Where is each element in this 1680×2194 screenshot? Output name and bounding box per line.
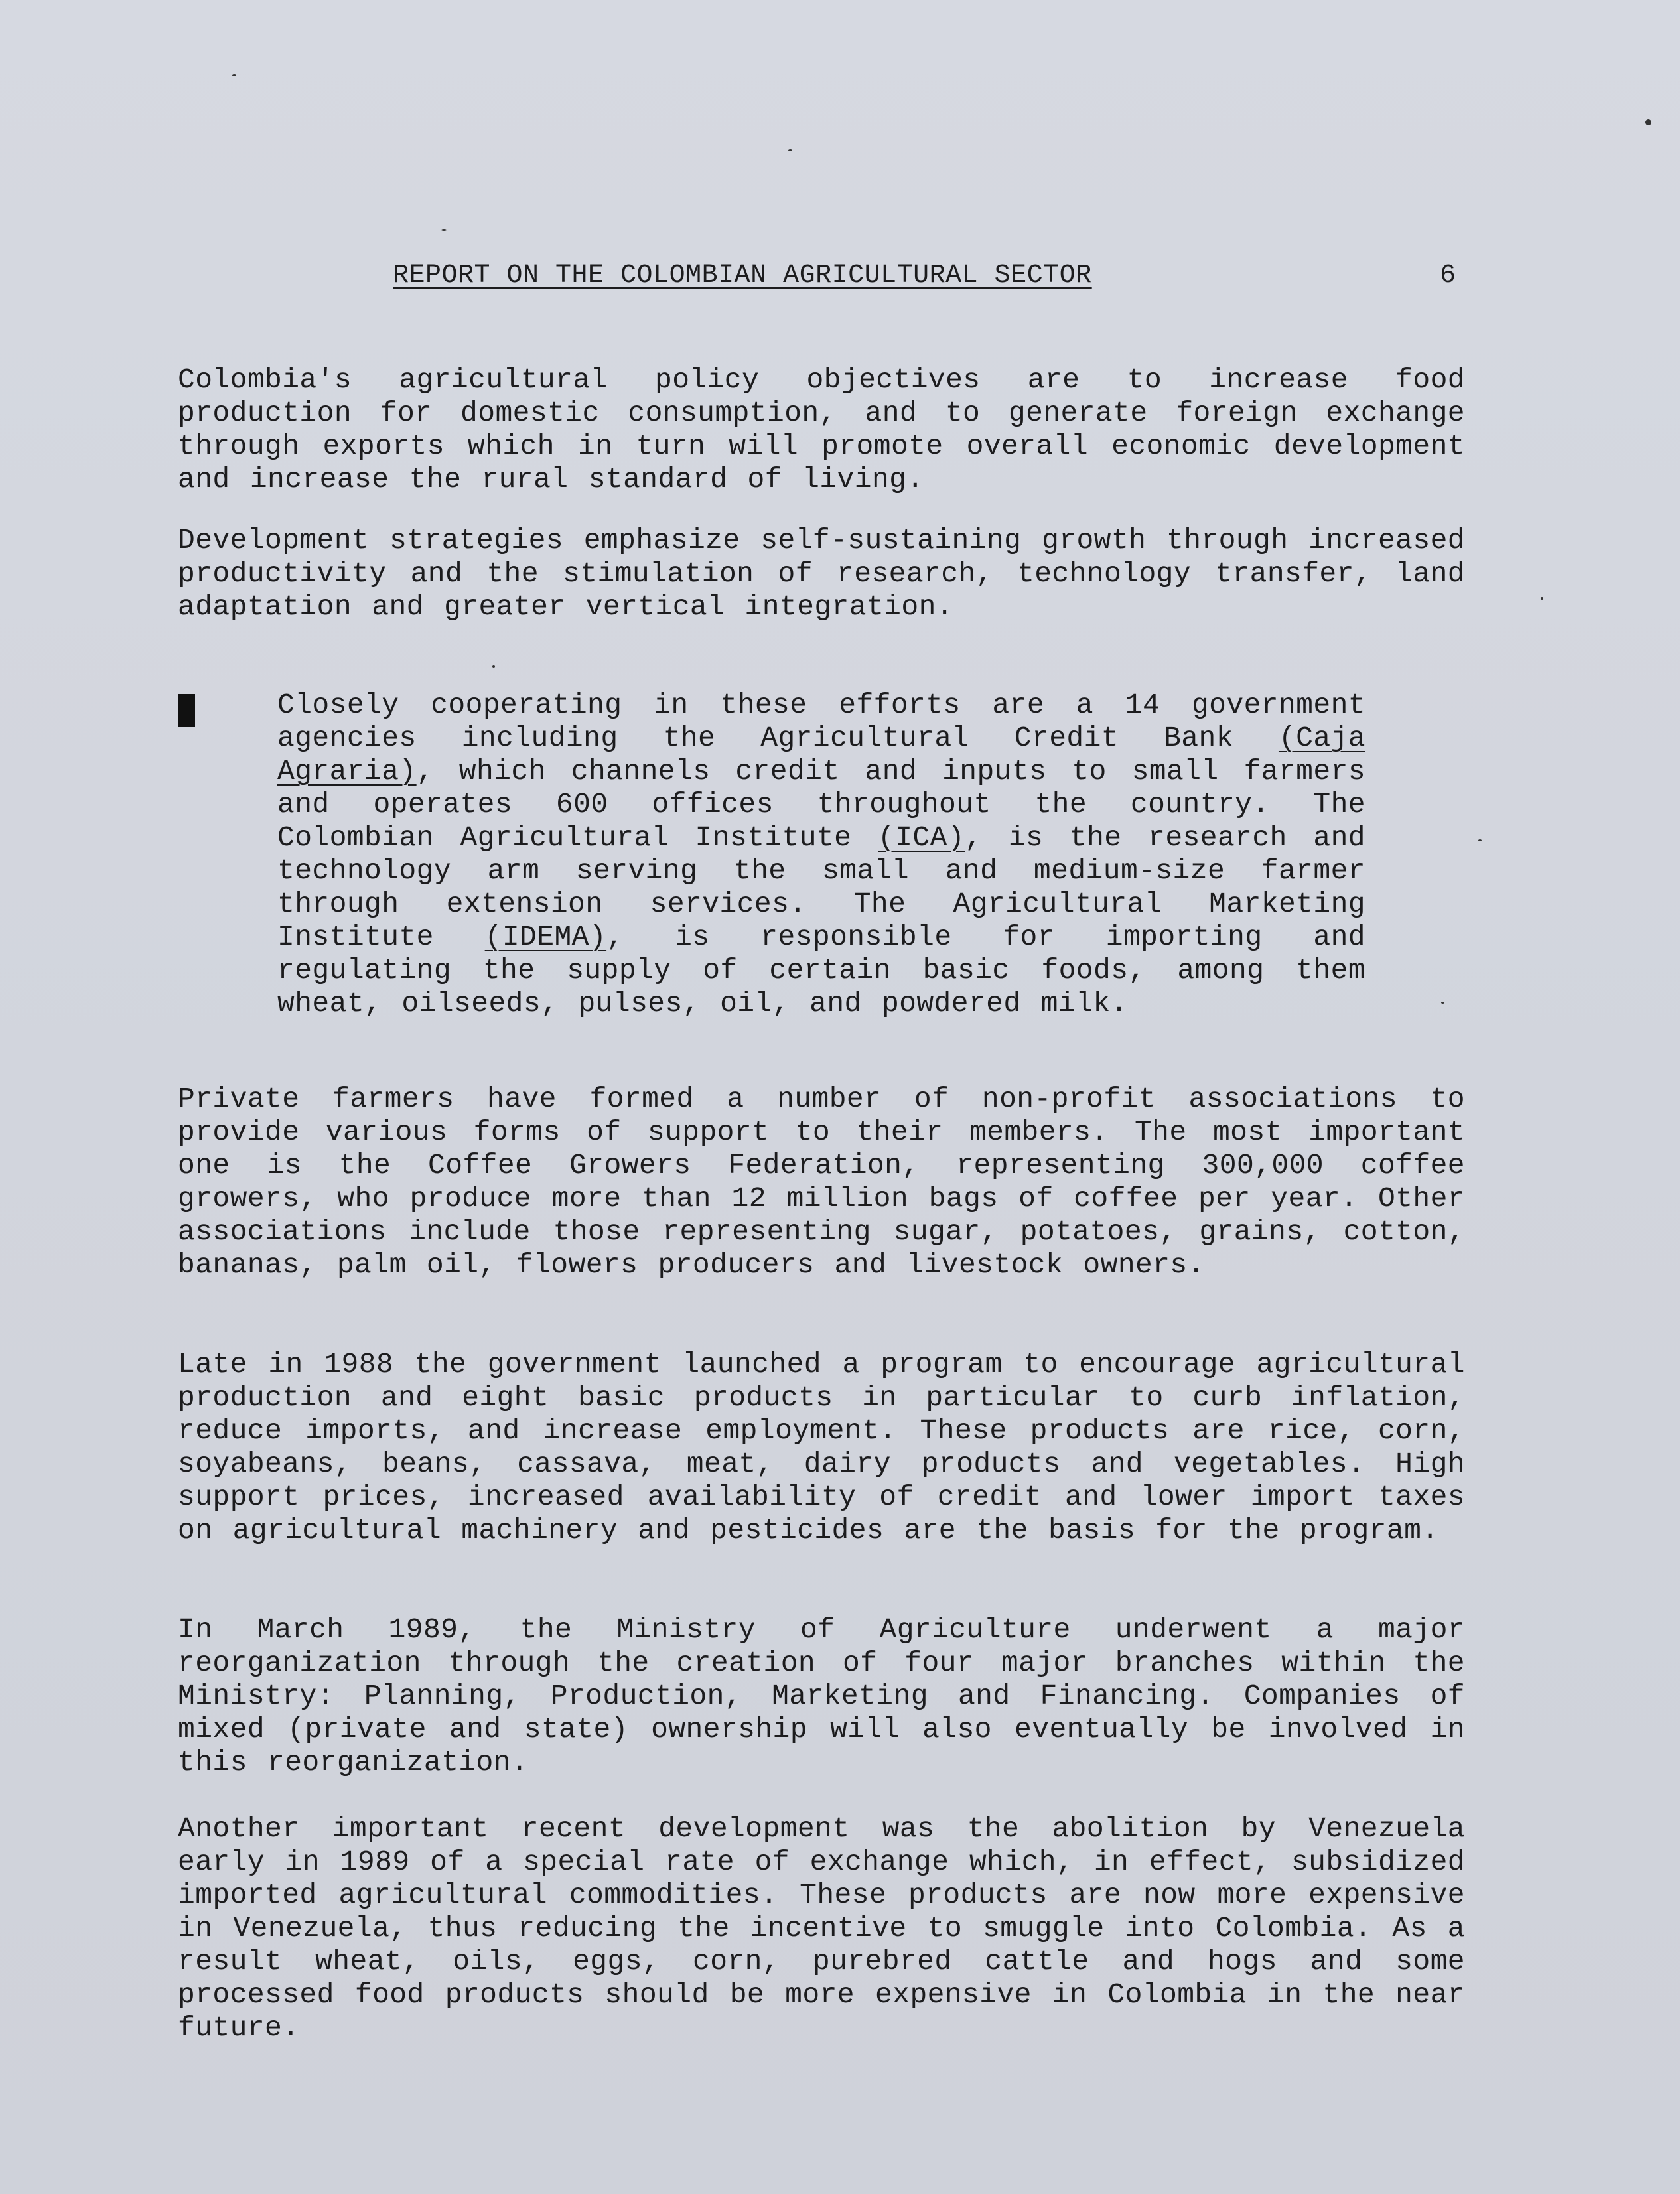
paragraph-government-agencies [277,689,1365,1020]
scan-speck [492,665,495,668]
agencies-text-c: , is the research and technology arm serving the small and medium-size farmer through extension services. The Agricultural Marketing Institute [277,821,1365,953]
idema-term: (IDEMA) [484,921,607,953]
scan-speck [1441,1002,1444,1004]
caja-agraria-term: (Caja Agraria) [277,722,1365,788]
bullet-marker [178,694,195,727]
page-title: REPORT ON THE COLOMBIAN AGRICULTURAL SECTOR [393,261,1092,291]
agencies-text-a: Closely cooperating in these efforts are a 14 government agencies including the Agricultural Credit Bank [277,689,1365,754]
scan-speck [441,229,447,231]
scan-speck [1541,597,1543,600]
scan-speck [1645,119,1651,125]
paragraph-1988-program: Late in 1988 the government launched a program to encourage agricultural production and eight basic products in particular to curb inflation, reduce imports, and increase employment. These products are rice, corn, soyabeans, beans, cassava, meat, dairy products and vegetables. High support prices, increased availability of credit and lower import taxes on agricultural machinery and pesticides are the basis for the program. [178,1348,1465,1546]
agencies-text-d: , is responsible for importing and regulating the supply of certain basic foods, among them wheat, oilseeds, pulses, oil, and powdered milk. [277,921,1365,1020]
paragraph-ministry-reorganization: In March 1989, the Ministry of Agriculture underwent a major reorganization through the creation of four major branches within the Ministry: Planning, Production, Marketing and Financing. Companies of mixed (private and state) ownership will also eventually be involved in this reorganization. [178,1613,1465,1779]
page-number: 6 [1440,261,1456,291]
paragraph-private-farmers: Private farmers have formed a number of non-profit associations to provide various forms of support to their members. The most important one is the Coffee Growers Federation, representing 300,000 coffee growers, who produce more than 12 million bags of coffee per year. Other associations include those representing sugar, potatoes, grains, cotton, bananas, palm oil, flowers producers and livestock owners. [178,1083,1465,1281]
ica-term: (ICA) [878,821,965,854]
paragraph-venezuela-exchange: Another important recent development was the abolition by Venezuela early in 1989 of a special rate of exchange which, in effect, subsidized imported agricultural commodities. These products are now more expensive in Venezuela, thus reducing the incentive to smuggle into Colombia. As a result wheat, oils, eggs, corn, purebred cattle and hogs and some processed food products should be more expensive in Colombia in the near future. [178,1813,1465,2044]
paragraph-development-strategies: Development strategies emphasize self-sustaining growth through increased productivity and the stimulation of research, technology transfer, land adaptation and greater vertical integration. [178,524,1465,623]
paragraph-policy-objectives: Colombia's agricultural policy objectives are to increase food production for domestic consumption, and to generate foreign exchange through exports which in turn will promote overall economic development and increase the rural standard of living. [178,364,1465,496]
scan-speck [1478,839,1482,841]
scan-speck [788,149,792,151]
agencies-text-b: , which channels credit and inputs to small farmers and operates 600 offices throughout the country. The Colombian Agricultural Institute [277,755,1365,854]
scan-speck [232,74,236,76]
